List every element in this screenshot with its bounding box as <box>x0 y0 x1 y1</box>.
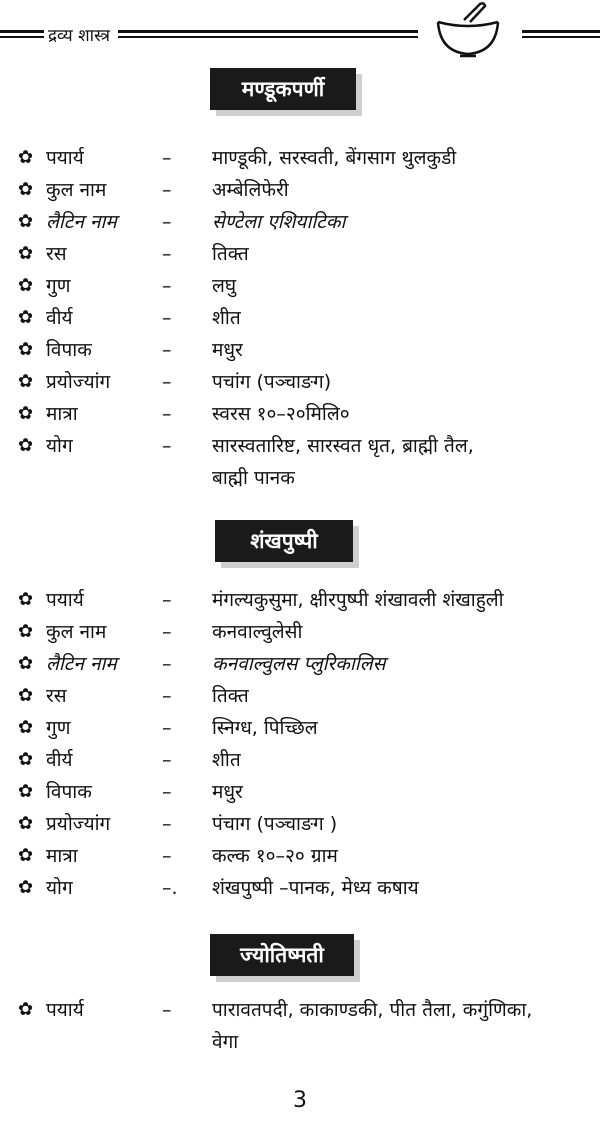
field-value: स्वरस १०–२०मिलि० <box>212 403 350 425</box>
section-title-mandukaparni: मण्डूकपर्णी <box>210 68 356 110</box>
field-label: वीर्य <box>46 307 73 329</box>
flower-icon: ✿ <box>18 999 34 1020</box>
list-item <box>0 238 600 270</box>
list-item <box>0 648 600 680</box>
field-dash: –. <box>162 877 178 899</box>
field-value: पचांग (पञ्चाङग) <box>212 371 332 393</box>
field-dash: – <box>162 339 172 361</box>
list-item <box>0 872 600 904</box>
field-value: कनवाल्वुलेसी <box>212 621 303 643</box>
field-label: मात्रा <box>46 845 78 867</box>
mortar-pestle-icon <box>430 0 506 60</box>
list-item <box>0 366 600 398</box>
list-item <box>0 302 600 334</box>
flower-icon: ✿ <box>18 749 34 770</box>
flower-icon: ✿ <box>18 781 34 802</box>
field-label: पयार्य <box>46 589 84 611</box>
flower-icon: ✿ <box>18 653 34 674</box>
section-title-jyotishmati: ज्योतिष्मती <box>210 934 354 976</box>
field-label: लैटिन नाम <box>46 211 117 233</box>
field-dash: – <box>162 781 172 803</box>
flower-icon: ✿ <box>18 275 34 296</box>
list-item <box>0 334 600 366</box>
page-header <box>0 0 600 70</box>
list-item <box>0 994 600 1026</box>
field-dash: – <box>162 275 172 297</box>
field-dash: – <box>162 243 172 265</box>
flower-icon: ✿ <box>18 717 34 738</box>
field-value: शंखपुष्पी –पानक, मेध्य कषाय <box>212 877 419 899</box>
field-dash: – <box>162 999 172 1021</box>
field-dash: – <box>162 435 172 457</box>
list-item <box>0 270 600 302</box>
flower-icon: ✿ <box>18 371 34 392</box>
flower-icon: ✿ <box>18 621 34 642</box>
field-value: कनवाल्वुलस प्लुरिकालिस <box>212 653 386 675</box>
field-label: योग <box>46 435 73 457</box>
field-dash: – <box>162 307 172 329</box>
flower-icon: ✿ <box>18 243 34 264</box>
field-value: तिक्त <box>212 685 249 707</box>
list-item <box>0 744 600 776</box>
field-dash: – <box>162 211 172 233</box>
field-value: माण्डूकी, सरस्वती, बेंगसाग थुलकुडी <box>212 147 457 169</box>
flower-icon: ✿ <box>18 211 34 232</box>
list-item <box>0 680 600 712</box>
header-rule-right <box>522 30 600 33</box>
list-item <box>0 398 600 430</box>
field-value: शीत <box>212 749 241 771</box>
field-label: रस <box>46 685 67 707</box>
section-title-shankhapushpi: शंखपुष्पी <box>215 520 353 562</box>
list-item <box>0 584 600 616</box>
field-dash: – <box>162 813 172 835</box>
list-item <box>0 142 600 174</box>
field-label: वीर्य <box>46 749 73 771</box>
field-label: विपाक <box>46 339 92 361</box>
list-item <box>0 840 600 872</box>
flower-icon: ✿ <box>18 589 34 610</box>
field-label: प्रयोज्यांग <box>46 813 111 835</box>
field-value: मधुर <box>212 339 243 361</box>
field-value: शीत <box>212 307 241 329</box>
field-value-continuation: वेगा <box>212 1031 239 1053</box>
list-item <box>0 206 600 238</box>
field-label: विपाक <box>46 781 92 803</box>
field-label: कुल नाम <box>46 621 107 643</box>
field-label: मात्रा <box>46 403 78 425</box>
flower-icon: ✿ <box>18 339 34 360</box>
field-dash: – <box>162 717 172 739</box>
field-dash: – <box>162 653 172 675</box>
field-label: कुल नाम <box>46 179 107 201</box>
field-value: स्निग्ध, पिच्छिल <box>212 717 318 739</box>
field-value-continuation: बाह्मी पानक <box>212 467 295 489</box>
list-item <box>0 174 600 206</box>
field-label: पयार्य <box>46 999 84 1021</box>
field-label: रस <box>46 243 67 265</box>
flower-icon: ✿ <box>18 435 34 456</box>
list-item <box>0 808 600 840</box>
list-item <box>0 712 600 744</box>
field-value: लघु <box>212 275 237 297</box>
running-title: द्रव्य शास्त्र <box>44 26 114 46</box>
flower-icon: ✿ <box>18 877 34 898</box>
list-item <box>0 616 600 648</box>
field-value: पंचाग (पञ्चाङग ) <box>212 813 338 835</box>
flower-icon: ✿ <box>18 307 34 328</box>
field-value: पारावतपदी, काकाण्डकी, पीत तैला, कगुंणिका, <box>212 999 533 1021</box>
field-value: मधुर <box>212 781 243 803</box>
field-dash: – <box>162 589 172 611</box>
field-dash: – <box>162 179 172 201</box>
field-label: प्रयोज्यांग <box>46 371 111 393</box>
flower-icon: ✿ <box>18 845 34 866</box>
field-dash: – <box>162 371 172 393</box>
list-item <box>0 430 600 462</box>
field-label: गुण <box>46 717 71 739</box>
header-rule-left <box>0 30 44 33</box>
page-number: 3 <box>293 1088 307 1113</box>
field-label: पयार्य <box>46 147 84 169</box>
field-label: लैटिन नाम <box>46 653 117 675</box>
field-dash: – <box>162 685 172 707</box>
flower-icon: ✿ <box>18 813 34 834</box>
header-rule-mid <box>118 30 418 33</box>
field-value: कल्क १०–२० ग्राम <box>212 845 338 867</box>
field-dash: – <box>162 621 172 643</box>
field-dash: – <box>162 147 172 169</box>
flower-icon: ✿ <box>18 685 34 706</box>
list-item <box>0 776 600 808</box>
flower-icon: ✿ <box>18 403 34 424</box>
field-value: तिक्त <box>212 243 249 265</box>
field-value: मंगल्यकुसुमा, क्षीरपुष्पी शंखावली शंखाहुली <box>212 589 504 611</box>
field-value: अम्बेलिफेरी <box>212 179 289 201</box>
field-value: सारस्वतारिष्ट, सारस्वत धृत, ब्राह्मी तैल, <box>212 435 474 457</box>
flower-icon: ✿ <box>18 179 34 200</box>
field-label: योग <box>46 877 73 899</box>
field-value: सेण्टेला एशियाटिका <box>212 211 346 233</box>
field-dash: – <box>162 403 172 425</box>
field-dash: – <box>162 749 172 771</box>
field-label: गुण <box>46 275 71 297</box>
field-dash: – <box>162 845 172 867</box>
flower-icon: ✿ <box>18 147 34 168</box>
